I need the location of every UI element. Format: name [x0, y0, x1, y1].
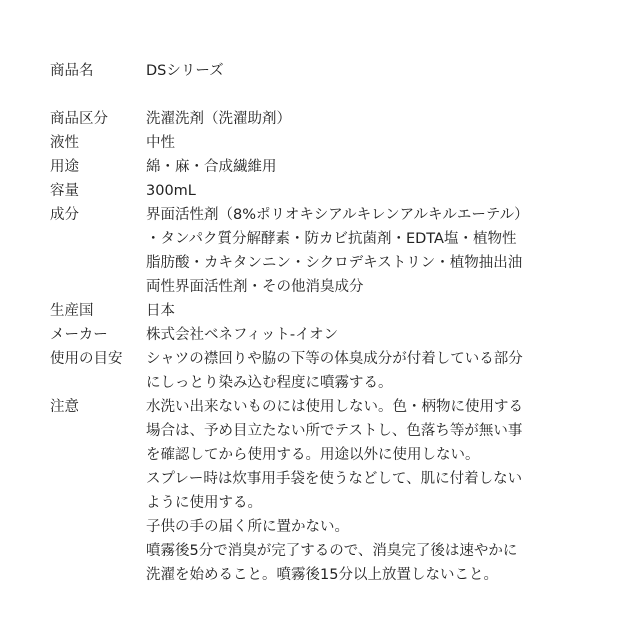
spec-value: [146, 395, 590, 587]
spec-value-line: 300mL: [146, 183, 196, 199]
spec-label: 用途: [50, 159, 79, 175]
spec-value: [146, 299, 590, 323]
section-spacer: [50, 83, 590, 107]
spec-value-line: 中性: [146, 135, 175, 151]
spec-row-maker: [50, 323, 590, 347]
spec-label: 容量: [50, 183, 79, 199]
spec-row-usage: [50, 155, 590, 179]
spec-value-line: 水洗い出来ないものには使用しない。色・柄物に使用する: [146, 399, 523, 415]
spec-row-country: [50, 299, 590, 323]
spec-value: [146, 203, 590, 299]
spec-row-caution: [50, 395, 590, 587]
spec-value-line: 両性界面活性剤・その他消臭成分: [146, 279, 364, 295]
spec-value-line: 株式会社ベネフィット-イオン: [146, 327, 339, 343]
spec-value: [146, 131, 590, 155]
spec-value-line: ように使用する。: [146, 495, 262, 511]
spec-row-product-name: [50, 59, 590, 83]
spec-row-category: [50, 107, 590, 131]
spec-label: 成分: [50, 207, 79, 223]
spec-value-line: シャツの襟回りや脇の下等の体臭成分が付着している部分: [146, 351, 523, 367]
spec-value-line: 日本: [146, 303, 175, 319]
spec-label: 商品名: [50, 63, 94, 79]
spec-label: 使用の目安: [50, 351, 123, 367]
spec-value-line: ・タンパク質分解酵素・防カビ抗菌剤・EDTA塩・植物性: [146, 231, 517, 247]
spec-label: 注意: [50, 399, 79, 415]
spec-row-ingredients: [50, 203, 590, 299]
product-spec-sheet: [50, 59, 590, 587]
spec-label: 液性: [50, 135, 79, 151]
spec-value-line: 界面活性剤（8%ポリオキシアルキレンアルキルエーテル）: [146, 207, 529, 223]
spec-value-line: 綿・麻・合成繊維用: [146, 159, 277, 175]
spec-value-line: 噴霧後5分で消臭が完了するので、消臭完了後は速やかに: [146, 543, 518, 559]
spec-row-capacity: [50, 179, 590, 203]
spec-value: [146, 155, 590, 179]
spec-row-liquid-type: [50, 131, 590, 155]
spec-value: [146, 107, 590, 131]
spec-label: 商品区分: [50, 111, 108, 127]
spec-value-line: DSシリーズ: [146, 63, 224, 79]
spec-value: [146, 179, 590, 203]
spec-value-line: 子供の手の届く所に置かない。: [146, 519, 349, 535]
spec-value: [146, 59, 590, 83]
spec-value-line: スプレー時は炊事用手袋を使うなどして、肌に付着しない: [146, 471, 523, 487]
spec-value-line: にしっとり染み込む程度に噴霧する。: [146, 375, 393, 391]
spec-value: [146, 323, 590, 347]
spec-value: [146, 347, 590, 395]
spec-label: メーカー: [50, 327, 108, 343]
spec-value-line: を確認してから使用する。用途以外に使用しない。: [146, 447, 480, 463]
spec-value-line: 脂肪酸・カキタンニン・シクロデキストリン・植物抽出油: [146, 255, 523, 271]
spec-row-usage-guide: [50, 347, 590, 395]
spec-value-line: 洗濯洗剤（洗濯助剤）: [146, 111, 291, 127]
spec-label: 生産国: [50, 303, 94, 319]
spec-value-line: 場合は、予め目立たない所でテストし、色落ち等が無い事: [146, 423, 523, 439]
spec-value-line: 洗濯を始めること。噴霧後15分以上放置しないこと。: [146, 567, 498, 583]
